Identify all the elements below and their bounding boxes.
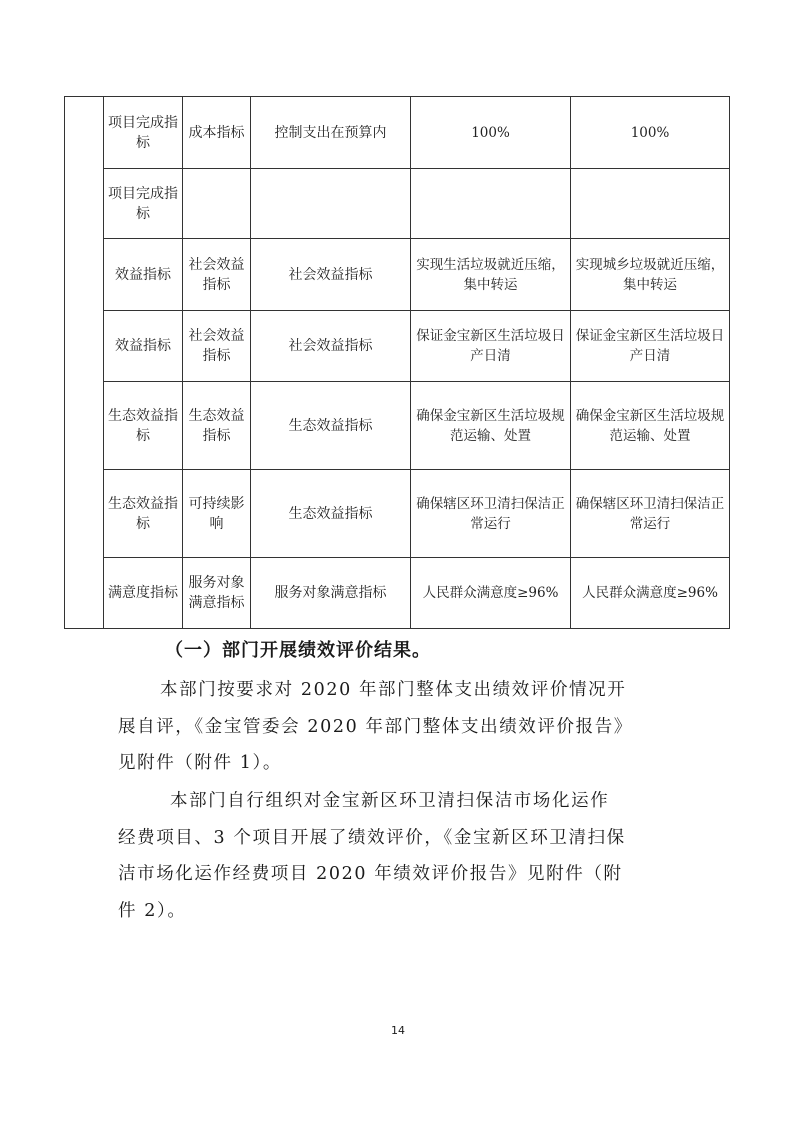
indicator-table (64, 96, 730, 629)
table-cell-c2: 成本指标 (183, 97, 251, 169)
page-number: 14 (391, 1024, 405, 1037)
table-row (65, 97, 730, 169)
paragraph-line: 洁市场化运作经费项目 2020 年绩效评价报告》见附件（附 (118, 864, 623, 884)
table-cell-c4: 确保辖区环卫清扫保洁正常运行 (411, 470, 571, 558)
table-row (65, 311, 730, 382)
table-cell-c3: 生态效益指标 (251, 382, 411, 470)
table-row (65, 169, 730, 239)
table-row (65, 470, 730, 558)
table-cell-c5: 100% (571, 97, 730, 169)
table-cell-c2: 服务对象满意指标 (183, 558, 251, 629)
paragraph-line: 经费项目、3 个项目开展了绩效评价，《金宝新区环卫清扫保 (118, 827, 626, 848)
table-cell-c2 (183, 169, 251, 239)
table-cell-c4 (411, 169, 571, 239)
table-cell-c4: 确保金宝新区生活垃圾规范运输、处置 (411, 382, 571, 470)
table-cell-c3: 控制支出在预算内 (251, 97, 411, 169)
paragraph-line: 件 2）。 (118, 900, 187, 921)
merged-category-cell (65, 97, 104, 629)
paragraph-line: 本部门自行组织对金宝新区环卫清扫保洁市场化运作 (170, 791, 610, 811)
paragraph-line: 见附件（附件 1）。 (118, 753, 282, 773)
table-cell-c5: 人民群众满意度≥96% (571, 558, 730, 629)
table-cell-c5: 确保辖区环卫清扫保洁正常运行 (571, 470, 730, 558)
table-cell-c2: 社会效益指标 (183, 311, 251, 382)
table-cell-c3: 服务对象满意指标 (251, 558, 411, 629)
table-cell-c5: 实现城乡垃圾就近压缩，集中转运 (571, 239, 730, 311)
paragraph-line: 本部门按要求对 2020 年部门整体支出绩效评价情况开 (160, 680, 627, 700)
table-cell-c2: 社会效益指标 (183, 239, 251, 311)
table-row (65, 239, 730, 311)
table-cell-c1: 生态效益指标 (104, 470, 183, 558)
paragraph-line: 展自评，《金宝管委会 2020 年部门整体支出绩效评价报告》 (118, 716, 633, 737)
table-row (65, 382, 730, 470)
section-heading: （一）部门开展绩效评价结果。 (165, 640, 431, 661)
table-cell-c3: 社会效益指标 (251, 239, 411, 311)
table-cell-c1: 满意度指标 (104, 558, 183, 629)
table-cell-c1: 项目完成指标 (104, 97, 183, 169)
table-cell-c3: 社会效益指标 (251, 311, 411, 382)
table-cell-c2: 可持续影响 (183, 470, 251, 558)
table-cell-c4: 实现生活垃圾就近压缩，集中转运 (411, 239, 571, 311)
table-cell-c5: 确保金宝新区生活垃圾规范运输、处置 (571, 382, 730, 470)
table-cell-c2: 生态效益指标 (183, 382, 251, 470)
table-row (65, 558, 730, 629)
table-cell-c5 (571, 169, 730, 239)
table-cell-c5: 保证金宝新区生活垃圾日产日清 (571, 311, 730, 382)
table-cell-c3 (251, 169, 411, 239)
table-cell-c1: 项目完成指标 (104, 169, 183, 239)
paragraph-2 (118, 783, 693, 929)
paragraph-1 (118, 672, 693, 782)
table-cell-c4: 保证金宝新区生活垃圾日产日清 (411, 311, 571, 382)
table-cell-c4: 人民群众满意度≥96% (411, 558, 571, 629)
table-cell-c1: 效益指标 (104, 311, 183, 382)
table-cell-c3: 生态效益指标 (251, 470, 411, 558)
table-cell-c1: 效益指标 (104, 239, 183, 311)
table-cell-c1: 生态效益指标 (104, 382, 183, 470)
table-cell-c4: 100% (411, 97, 571, 169)
